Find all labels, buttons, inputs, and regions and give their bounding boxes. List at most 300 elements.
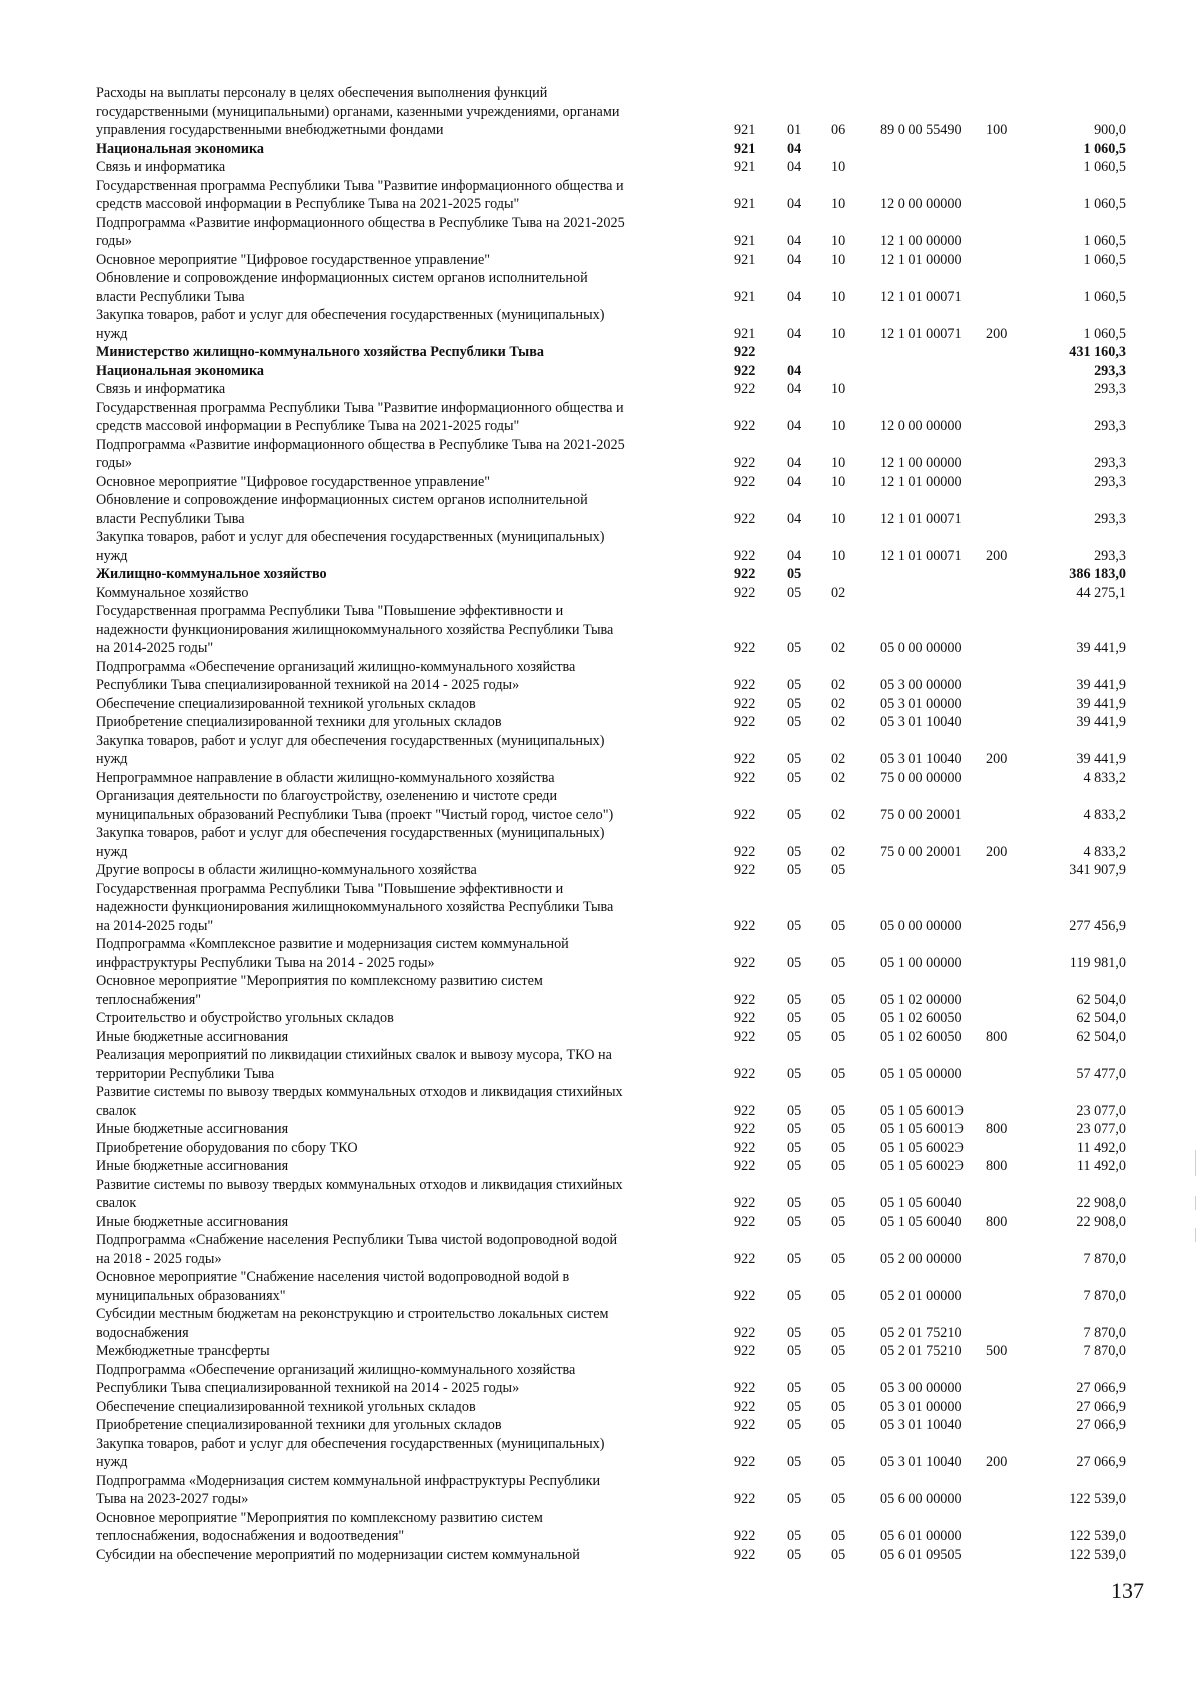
amount: 39 441,9 bbox=[1076, 677, 1126, 693]
row-name-line: Иные бюджетные ассигнования bbox=[96, 1213, 289, 1230]
table-row bbox=[96, 1046, 1156, 1083]
amount: 293,3 bbox=[1094, 547, 1126, 564]
amount: 1 060,5 bbox=[1083, 159, 1126, 175]
table-row bbox=[96, 306, 1156, 343]
amount: 27 066,9 bbox=[1076, 1454, 1126, 1470]
amount: 23 077,0 bbox=[1076, 1121, 1126, 1137]
amount: 1 060,5 bbox=[1083, 325, 1126, 342]
code-cs: 05 1 00 00000 bbox=[880, 954, 962, 971]
code-rz: 04 bbox=[787, 159, 802, 175]
row-name-line: Закупка товаров, работ и услуг для обеспечения государственных (муниципальных) bbox=[96, 1435, 605, 1452]
code-cs: 05 1 05 6001Э bbox=[880, 1102, 964, 1119]
table-row bbox=[96, 1028, 1156, 1047]
code-rz: 05 bbox=[787, 1139, 802, 1156]
code-cs: 05 1 05 60040 bbox=[880, 1195, 962, 1211]
code-rz: 05 bbox=[787, 1102, 802, 1119]
code-pr: 05 bbox=[831, 1343, 846, 1359]
code-rz: 05 bbox=[787, 1380, 802, 1396]
table-row bbox=[96, 251, 1156, 270]
row-name bbox=[96, 824, 708, 861]
code-rz: 04 bbox=[787, 233, 802, 249]
table-row bbox=[96, 1213, 1156, 1232]
code-pr: 05 bbox=[831, 954, 846, 971]
amount: 22 908,0 bbox=[1076, 1213, 1126, 1230]
table-row bbox=[96, 177, 1156, 214]
table-row bbox=[96, 565, 1156, 584]
code-cs: 12 1 01 00071 bbox=[880, 288, 962, 305]
table-row bbox=[96, 658, 1156, 695]
row-name bbox=[96, 787, 708, 824]
row-name-line: надежности функционирования жилищнокоммунального хозяйства Республики Тыва bbox=[96, 621, 614, 638]
row-name bbox=[96, 380, 708, 399]
row-name bbox=[96, 658, 708, 695]
amount: 293,3 bbox=[1094, 455, 1126, 471]
code-rz: 05 bbox=[787, 1158, 802, 1174]
table-row bbox=[96, 399, 1156, 436]
code-vr: 200 bbox=[986, 547, 1008, 564]
code-pr: 05 bbox=[831, 1454, 846, 1470]
amount: 11 492,0 bbox=[1076, 1139, 1126, 1156]
amount: 122 539,0 bbox=[1069, 1528, 1126, 1544]
table-row bbox=[96, 158, 1156, 177]
code-cs: 05 1 02 60050 bbox=[880, 1010, 962, 1026]
code-cs: 05 3 01 10040 bbox=[880, 751, 962, 767]
table-row bbox=[96, 1472, 1156, 1509]
code-gr: 922 bbox=[734, 455, 756, 471]
code-gr: 922 bbox=[734, 1287, 756, 1304]
code-cs: 12 0 00 00000 bbox=[880, 418, 962, 434]
row-name bbox=[96, 269, 708, 306]
code-vr: 200 bbox=[986, 843, 1008, 860]
amount: 293,3 bbox=[1094, 418, 1126, 434]
amount: 1 060,5 bbox=[1083, 288, 1126, 305]
code-pr: 05 bbox=[831, 1195, 846, 1211]
code-cs: 75 0 00 20001 bbox=[880, 806, 962, 823]
amount: 341 907,9 bbox=[1069, 862, 1126, 878]
row-name-line: теплоснабжения" bbox=[96, 991, 202, 1008]
code-rz: 05 bbox=[787, 584, 802, 601]
table-row bbox=[96, 1509, 1156, 1546]
code-rz: 05 bbox=[787, 1528, 802, 1544]
code-cs: 05 3 01 00000 bbox=[880, 695, 962, 712]
row-name bbox=[96, 306, 708, 343]
code-gr: 922 bbox=[734, 1250, 756, 1267]
code-pr: 06 bbox=[831, 122, 846, 138]
code-cs: 05 3 00 00000 bbox=[880, 1380, 962, 1396]
code-gr: 922 bbox=[734, 695, 756, 712]
code-pr: 10 bbox=[831, 455, 846, 471]
row-name bbox=[96, 1546, 708, 1565]
amount: 39 441,9 bbox=[1076, 695, 1126, 712]
row-name-line: Обновление и сопровождение информационных систем органов исполнительной bbox=[96, 492, 588, 508]
code-pr: 05 bbox=[831, 1491, 846, 1507]
row-name-line: Подпрограмма «Развитие информационного общества в Республике Тыва на 2021-2025 bbox=[96, 214, 625, 231]
code-gr: 921 bbox=[734, 251, 756, 268]
row-name-line: нужд bbox=[96, 751, 128, 767]
code-pr: 05 bbox=[831, 1528, 846, 1544]
table-row bbox=[96, 269, 1156, 306]
code-gr: 922 bbox=[734, 344, 756, 360]
code-gr: 922 bbox=[734, 1324, 756, 1341]
code-cs: 05 2 01 75210 bbox=[880, 1324, 962, 1341]
row-name bbox=[96, 861, 708, 880]
code-gr: 922 bbox=[734, 510, 756, 527]
row-name bbox=[96, 140, 708, 159]
row-name-line: Основное мероприятие "Мероприятия по комплексному развитию систем bbox=[96, 1509, 543, 1526]
code-cs: 05 1 05 6002Э bbox=[880, 1158, 964, 1174]
code-pr: 02 bbox=[831, 843, 846, 860]
row-name-line: Обновление и сопровождение информационных систем органов исполнительной bbox=[96, 270, 588, 286]
code-pr: 05 bbox=[831, 1380, 846, 1396]
code-gr: 922 bbox=[734, 751, 756, 767]
row-name-line: Другие вопросы в области жилищно-коммунального хозяйства bbox=[96, 862, 477, 878]
table-row bbox=[96, 1416, 1156, 1435]
row-name-line: годы» bbox=[96, 233, 132, 249]
row-name-line: Закупка товаров, работ и услуг для обеспечения государственных (муниципальных) bbox=[96, 307, 605, 323]
code-gr: 922 bbox=[734, 1195, 756, 1211]
row-name-line: годы» bbox=[96, 455, 132, 471]
code-cs: 05 1 05 6001Э bbox=[880, 1121, 964, 1137]
row-name-line: свалок bbox=[96, 1102, 137, 1119]
row-name-line: Основное мероприятие "Снабжение населения чистой водопроводной водой в bbox=[96, 1269, 570, 1285]
row-name-line: Подпрограмма «Обеспечение организаций жилищно-коммунального хозяйства bbox=[96, 658, 576, 675]
amount: 1 060,5 bbox=[1083, 251, 1126, 268]
code-pr: 10 bbox=[831, 196, 846, 212]
code-pr: 05 bbox=[831, 1213, 846, 1230]
row-name-line: Коммунальное хозяйство bbox=[96, 584, 249, 601]
code-rz: 04 bbox=[787, 288, 802, 305]
table-row bbox=[96, 343, 1156, 362]
code-rz: 05 bbox=[787, 1324, 802, 1341]
row-name-line: Непрограммное направление в области жилищно-коммунального хозяйства bbox=[96, 769, 555, 786]
code-pr: 10 bbox=[831, 233, 846, 249]
table-row bbox=[96, 84, 1156, 140]
code-cs: 12 0 00 00000 bbox=[880, 196, 962, 212]
scan-edge-mark bbox=[1195, 1228, 1196, 1242]
row-name-line: Приобретение оборудования по сбору ТКО bbox=[96, 1139, 358, 1156]
code-cs: 05 0 00 00000 bbox=[880, 917, 962, 934]
table-row bbox=[96, 1083, 1156, 1120]
code-rz: 05 bbox=[787, 1287, 802, 1304]
code-pr: 10 bbox=[831, 159, 846, 175]
row-name bbox=[96, 1231, 708, 1268]
code-rz: 05 bbox=[787, 1065, 802, 1082]
table-row bbox=[96, 140, 1156, 159]
code-vr: 800 bbox=[986, 1121, 1008, 1137]
code-gr: 922 bbox=[734, 954, 756, 971]
row-name-line: свалок bbox=[96, 1195, 137, 1211]
row-name-line: Республики Тыва специализированной техникой на 2014 - 2025 годы» bbox=[96, 677, 520, 693]
code-gr: 922 bbox=[734, 1398, 756, 1415]
code-pr: 05 bbox=[831, 1139, 846, 1156]
code-gr: 922 bbox=[734, 381, 756, 397]
row-name bbox=[96, 84, 708, 140]
row-name-line: нужд bbox=[96, 1454, 128, 1470]
row-name-line: Обеспечение специализированной техникой угольных складов bbox=[96, 695, 476, 712]
amount: 39 441,9 bbox=[1076, 751, 1126, 767]
table-row bbox=[96, 1342, 1156, 1361]
code-cs: 12 1 01 00000 bbox=[880, 473, 962, 490]
table-row bbox=[96, 1139, 1156, 1158]
code-pr: 05 bbox=[831, 1065, 846, 1082]
amount: 122 539,0 bbox=[1069, 1491, 1126, 1507]
code-vr: 800 bbox=[986, 1213, 1008, 1230]
code-gr: 922 bbox=[734, 1139, 756, 1156]
code-pr: 10 bbox=[831, 381, 846, 397]
code-pr: 05 bbox=[831, 1398, 846, 1415]
code-rz: 05 bbox=[787, 677, 802, 693]
code-gr: 921 bbox=[734, 196, 756, 212]
code-rz: 05 bbox=[787, 1398, 802, 1415]
row-name-line: на 2018 - 2025 годы» bbox=[96, 1250, 222, 1267]
code-gr: 922 bbox=[734, 547, 756, 564]
amount: 293,3 bbox=[1094, 510, 1126, 527]
code-vr: 800 bbox=[986, 1158, 1008, 1174]
code-cs: 05 1 05 60040 bbox=[880, 1213, 962, 1230]
code-rz: 05 bbox=[787, 1010, 802, 1026]
code-pr: 10 bbox=[831, 251, 846, 268]
code-gr: 921 bbox=[734, 325, 756, 342]
amount: 62 504,0 bbox=[1076, 1010, 1126, 1026]
code-gr: 922 bbox=[734, 1380, 756, 1396]
code-pr: 05 bbox=[831, 917, 846, 934]
code-gr: 922 bbox=[734, 1121, 756, 1137]
table-row bbox=[96, 1009, 1156, 1028]
row-name bbox=[96, 713, 708, 732]
row-name-line: Строительство и обустройство угольных складов bbox=[96, 1010, 394, 1026]
row-name-line: Закупка товаров, работ и услуг для обеспечения государственных (муниципальных) bbox=[96, 732, 605, 749]
row-name bbox=[96, 1268, 708, 1305]
row-name bbox=[96, 343, 708, 362]
code-gr: 922 bbox=[734, 1491, 756, 1507]
scan-edge-mark bbox=[1195, 1150, 1196, 1176]
code-cs: 05 6 01 09505 bbox=[880, 1546, 962, 1563]
amount: 7 870,0 bbox=[1083, 1287, 1126, 1304]
table-row bbox=[96, 380, 1156, 399]
code-cs: 05 2 01 75210 bbox=[880, 1343, 962, 1359]
row-name-line: инфраструктуры Республики Тыва на 2014 - 2025 годы» bbox=[96, 954, 435, 971]
row-name bbox=[96, 362, 708, 381]
table-row bbox=[96, 473, 1156, 492]
code-pr: 05 bbox=[831, 862, 846, 878]
code-rz: 05 bbox=[787, 1454, 802, 1470]
row-name-line: Связь и информатика bbox=[96, 159, 226, 175]
row-name-line: Основное мероприятие "Мероприятия по комплексному развитию систем bbox=[96, 973, 543, 989]
code-gr: 921 bbox=[734, 140, 756, 157]
row-name bbox=[96, 935, 708, 972]
amount: 62 504,0 bbox=[1076, 991, 1126, 1008]
row-name-line: Министерство жилищно-коммунального хозяйства Республики Тыва bbox=[96, 344, 544, 360]
code-gr: 922 bbox=[734, 1065, 756, 1082]
code-gr: 922 bbox=[734, 714, 756, 730]
code-gr: 922 bbox=[734, 566, 756, 582]
row-name-line: территории Республики Тыва bbox=[96, 1065, 275, 1082]
code-cs: 05 3 00 00000 bbox=[880, 677, 962, 693]
row-name-line: теплоснабжения, водоснабжения и водоотведения" bbox=[96, 1528, 405, 1544]
code-vr: 200 bbox=[986, 751, 1008, 767]
code-rz: 04 bbox=[787, 455, 802, 471]
row-name bbox=[96, 158, 708, 177]
code-pr: 02 bbox=[831, 806, 846, 823]
row-name bbox=[96, 1120, 708, 1139]
row-name bbox=[96, 1416, 708, 1435]
code-gr: 922 bbox=[734, 1528, 756, 1544]
row-name-line: Подпрограмма «Снабжение населения Республики Тыва чистой водопроводной водой bbox=[96, 1232, 618, 1248]
table-row bbox=[96, 1268, 1156, 1305]
row-name-line: Государственная программа Республики Тыва "Развитие информационного общества и bbox=[96, 177, 624, 194]
table-row bbox=[96, 362, 1156, 381]
amount: 293,3 bbox=[1094, 362, 1126, 379]
code-vr: 800 bbox=[986, 1028, 1008, 1045]
row-name-line: управления государственными внебюджетными фондами bbox=[96, 122, 444, 138]
code-gr: 922 bbox=[734, 1010, 756, 1026]
code-gr: 922 bbox=[734, 769, 756, 786]
code-gr: 922 bbox=[734, 640, 756, 656]
code-gr: 922 bbox=[734, 1417, 756, 1433]
scan-edge-mark bbox=[1195, 1196, 1196, 1210]
code-gr: 922 bbox=[734, 1343, 756, 1359]
amount: 62 504,0 bbox=[1076, 1028, 1126, 1045]
code-pr: 02 bbox=[831, 769, 846, 786]
row-name-line: Закупка товаров, работ и услуг для обеспечения государственных (муниципальных) bbox=[96, 529, 605, 545]
row-name-line: власти Республики Тыва bbox=[96, 288, 245, 305]
row-name-line: Тыва на 2023-2027 годы» bbox=[96, 1491, 249, 1507]
code-pr: 02 bbox=[831, 677, 846, 693]
code-cs: 75 0 00 20001 bbox=[880, 843, 962, 860]
row-name-line: Реализация мероприятий по ликвидации стихийных свалок и вывозу мусора, ТКО на bbox=[96, 1047, 612, 1063]
row-name bbox=[96, 1398, 708, 1417]
code-rz: 05 bbox=[787, 1491, 802, 1507]
amount: 277 456,9 bbox=[1069, 917, 1126, 934]
amount: 27 066,9 bbox=[1076, 1380, 1126, 1396]
code-rz: 05 bbox=[787, 566, 802, 582]
amount: 1 060,5 bbox=[1083, 196, 1126, 212]
table-row bbox=[96, 1120, 1156, 1139]
row-name-line: муниципальных образованиях" bbox=[96, 1287, 286, 1304]
table-row bbox=[96, 1176, 1156, 1213]
code-rz: 04 bbox=[787, 547, 802, 564]
code-rz: 05 bbox=[787, 1250, 802, 1267]
code-rz: 04 bbox=[787, 381, 802, 397]
code-rz: 04 bbox=[787, 140, 802, 157]
amount: 23 077,0 bbox=[1076, 1102, 1126, 1119]
code-pr: 05 bbox=[831, 1324, 846, 1341]
code-pr: 10 bbox=[831, 418, 846, 434]
amount: 122 539,0 bbox=[1069, 1546, 1126, 1563]
code-cs: 05 1 05 6002Э bbox=[880, 1139, 964, 1156]
row-name bbox=[96, 1139, 708, 1158]
row-name bbox=[96, 1435, 708, 1472]
code-gr: 922 bbox=[734, 473, 756, 490]
amount: 1 060,5 bbox=[1083, 233, 1126, 249]
code-gr: 922 bbox=[734, 862, 756, 878]
code-pr: 05 bbox=[831, 1028, 846, 1045]
row-name-line: Приобретение специализированной техники для угольных складов bbox=[96, 1417, 502, 1433]
code-rz: 05 bbox=[787, 843, 802, 860]
code-pr: 10 bbox=[831, 510, 846, 527]
code-gr: 922 bbox=[734, 1028, 756, 1045]
row-name-line: нужд bbox=[96, 325, 128, 342]
code-gr: 922 bbox=[734, 584, 756, 601]
code-gr: 922 bbox=[734, 418, 756, 434]
table-row bbox=[96, 528, 1156, 565]
code-pr: 02 bbox=[831, 695, 846, 712]
code-cs: 05 3 01 00000 bbox=[880, 1398, 962, 1415]
row-name bbox=[96, 1028, 708, 1047]
table-row bbox=[96, 602, 1156, 658]
row-name bbox=[96, 399, 708, 436]
code-rz: 05 bbox=[787, 862, 802, 878]
row-name-line: муниципальных образований Республики Тыва (проект "Чистый город, чистое село") bbox=[96, 806, 614, 823]
row-name-line: Связь и информатика bbox=[96, 381, 226, 397]
row-name bbox=[96, 695, 708, 714]
row-name bbox=[96, 214, 708, 251]
code-rz: 05 bbox=[787, 714, 802, 730]
code-cs: 05 3 01 10040 bbox=[880, 714, 962, 730]
row-name bbox=[96, 1342, 708, 1361]
table-row bbox=[96, 584, 1156, 603]
row-name-line: Иные бюджетные ассигнования bbox=[96, 1028, 289, 1045]
code-gr: 922 bbox=[734, 1546, 756, 1563]
row-name bbox=[96, 732, 708, 769]
code-gr: 922 bbox=[734, 991, 756, 1008]
code-rz: 05 bbox=[787, 1417, 802, 1433]
table-row bbox=[96, 491, 1156, 528]
row-name bbox=[96, 528, 708, 565]
code-vr: 200 bbox=[986, 325, 1008, 342]
row-name-line: надежности функционирования жилищнокоммунального хозяйства Республики Тыва bbox=[96, 899, 614, 915]
amount: 386 183,0 bbox=[1069, 566, 1126, 582]
code-cs: 12 1 01 00000 bbox=[880, 251, 962, 268]
table-row bbox=[96, 1398, 1156, 1417]
code-pr: 10 bbox=[831, 547, 846, 564]
code-rz: 01 bbox=[787, 122, 802, 138]
code-pr: 05 bbox=[831, 1158, 846, 1174]
row-name-line: Основное мероприятие "Цифровое государственное управление" bbox=[96, 251, 491, 268]
code-rz: 05 bbox=[787, 1121, 802, 1137]
code-pr: 10 bbox=[831, 288, 846, 305]
row-name-line: Государственная программа Республики Тыва "Развитие информационного общества и bbox=[96, 399, 624, 416]
row-name-line: Приобретение специализированной техники для угольных складов bbox=[96, 714, 502, 730]
code-pr: 02 bbox=[831, 584, 846, 601]
amount: 11 492,0 bbox=[1076, 1158, 1126, 1174]
code-cs: 05 1 02 00000 bbox=[880, 991, 962, 1008]
amount: 7 870,0 bbox=[1083, 1343, 1126, 1359]
code-rz: 05 bbox=[787, 695, 802, 712]
row-name-line: Основное мероприятие "Цифровое государственное управление" bbox=[96, 473, 491, 490]
table-row bbox=[96, 1157, 1156, 1176]
amount: 1 060,5 bbox=[1083, 140, 1126, 157]
code-gr: 922 bbox=[734, 843, 756, 860]
row-name-line: Развитие системы по вывозу твердых коммунальных отходов и ликвидация стихийных bbox=[96, 1176, 623, 1193]
code-pr: 05 bbox=[831, 1287, 846, 1304]
row-name-line: Закупка товаров, работ и услуг для обеспечения государственных (муниципальных) bbox=[96, 825, 605, 841]
code-gr: 922 bbox=[734, 1454, 756, 1470]
row-name bbox=[96, 177, 708, 214]
table-row bbox=[96, 436, 1156, 473]
code-rz: 04 bbox=[787, 251, 802, 268]
table-row bbox=[96, 880, 1156, 936]
code-rz: 04 bbox=[787, 196, 802, 212]
row-name-line: Субсидии на обеспечение мероприятий по модернизации систем коммунальной bbox=[96, 1546, 580, 1563]
row-name-line: власти Республики Тыва bbox=[96, 510, 245, 527]
code-rz: 05 bbox=[787, 769, 802, 786]
code-rz: 05 bbox=[787, 1213, 802, 1230]
table-row bbox=[96, 1435, 1156, 1472]
code-rz: 05 bbox=[787, 991, 802, 1008]
row-name bbox=[96, 1157, 708, 1176]
amount: 4 833,2 bbox=[1083, 843, 1126, 860]
